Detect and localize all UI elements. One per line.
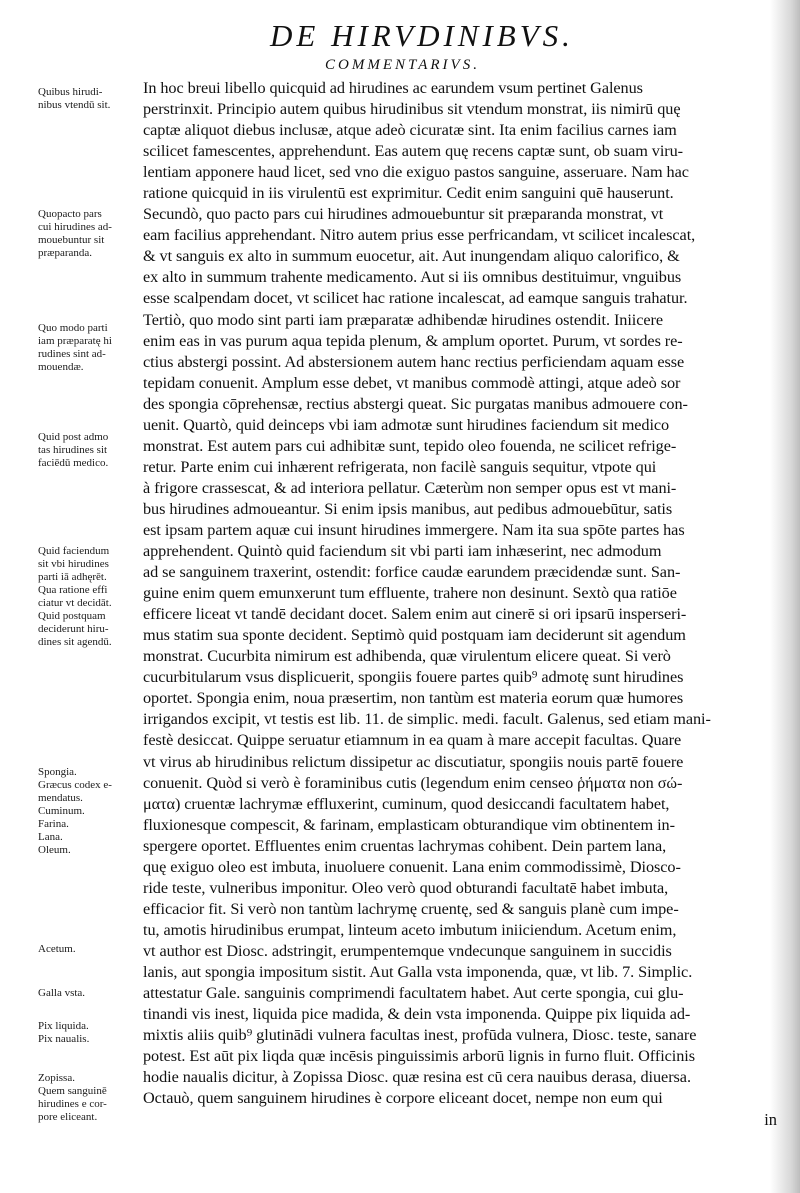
body-line: monstrat. Est autem pars cui adhibitæ sunt, tepido oleo fouenda, ne scilicet refrige- <box>143 436 677 455</box>
body-line: lanis, aut spongia impositum sistit. Aut Galla vsta imponenda, quæ, vt lib. 7. Simplic. <box>143 962 693 981</box>
margin-note-line: parti iā adhęrēt. <box>38 571 107 583</box>
margin-note-line: dines sit agendū. <box>38 636 112 648</box>
body-line: vt virus ab hirudinibus relictum dissipetur ac discutiatur, spongiis nouis partē fouere <box>143 752 684 771</box>
section-heading: COMMENTARIVS. <box>325 57 480 73</box>
margin-note-line: Pix liquida. <box>38 1020 89 1032</box>
body-line: efficere liceat vt tandē decidant docet. Salem enim aut cinerē si ori ipsarū insperseri- <box>143 605 687 624</box>
body-line: ctius abstergi possint. Ad abstersionem autem hanc rectius perficiendam aquam esse <box>143 352 685 371</box>
body-line: hodie naualis dicitur, à Zopissa Diosc. quæ resina est cū cera nauibus derasa, diuersa. <box>143 1068 691 1087</box>
margin-note-line: præparanda. <box>38 247 93 259</box>
body-line: mixtis aliis quib⁹ glutinādi vulnera facultas inest, profūda vulnera, Diosc. teste, sanare <box>143 1026 697 1045</box>
body-line: à frigore crassescat, & ad interiora pellatur. Cæterùm non semper opus est vt mani- <box>143 478 677 497</box>
running-title: DE HIRVDINIBVS. <box>270 18 574 53</box>
margin-note-line: Quo modo parti <box>38 322 108 334</box>
margin-note-line: rudines sint ad- <box>38 348 106 360</box>
body-line: monstrat. Cucurbita nimirum est adhibenda, quæ virulentum elicere queat. Si verò <box>143 647 671 666</box>
margin-note-line: Quid faciendum <box>38 545 110 557</box>
body-line: retur. Parte enim cui inhærent refrigerata, non facilè sanguis sequitur, vtpote qui <box>143 457 657 476</box>
body-line: Secundò, quo pacto pars cui hirudines admouebuntur sit præparanda monstrat, vt <box>143 205 664 224</box>
margin-note-line: Quid postquam <box>38 610 106 622</box>
body-line: eam facilius apprehendant. Nitro autem prius esse perfricandam, vt scilicet incalescat, <box>143 226 696 245</box>
body-line: captæ aliquot diebus inclusæ, atque adeò cicuratæ sint. Ita enim facilius carnes iam <box>143 121 677 140</box>
body-line: ride teste, vulneribus imponitur. Oleo verò quod obturandi facultatē habet imbuta, <box>143 878 669 897</box>
body-line: guine enim quem emunxerunt tum effluente, trahere non desinunt. Sextò qua ratiōe <box>143 584 677 603</box>
body-line: & vt sanguis ex alto in summum euocetur, ait. Aut inungendam aliquo calorifico, & <box>143 247 680 266</box>
margin-note-line: nibus vtendū sit. <box>38 99 111 111</box>
margin-note-line: sit vbi hirudines <box>38 558 109 570</box>
margin-note-line: mendatus. <box>38 792 83 804</box>
body-line: cucurbitularum vsus displicuerit, spongiis fouere partes quib⁹ admotę sunt hirudines <box>143 668 684 687</box>
commentary-body <box>143 78 783 1130</box>
margin-note-line: Zopissa. <box>38 1072 75 1084</box>
margin-note-line: Quem sanguinē <box>38 1085 107 1097</box>
body-line: est ipsam partem aquæ cui insunt hirudines immergere. Nam ita sua spōte partes has <box>143 520 685 539</box>
body-line: ματα) cruentæ lachrymæ effluxerint, cuminum, quod desiccandi facultatem habet, <box>143 794 670 813</box>
margin-note-line: pore eliceant. <box>38 1111 98 1123</box>
margin-note <box>38 545 138 649</box>
body-line: fluxionesque compescit, & farinam, emplasticam obturandique vim obtinentem in- <box>143 815 675 834</box>
margin-note-line: Qua ratione effi <box>38 584 108 596</box>
margin-note-line: Acetum. <box>38 943 76 955</box>
margin-note-line: Lana. <box>38 831 63 843</box>
body-line: oportet. Spongia enim, noua præsertim, non tantùm est materia eorum quæ humores <box>143 689 684 708</box>
body-line: lentiam apponere haud licet, sed vno die exiguo pastos sanguine, asseruare. Nam hac <box>143 163 689 182</box>
catchword: in <box>764 1110 777 1130</box>
body-line: perstrinxit. Principio autem quibus hirudinibus sit vtendum monstrat, iis nimirū quę <box>143 100 681 119</box>
margin-note-line: Quibus hirudi- <box>38 86 103 98</box>
body-line: attestatur Gale. sanguinis comprimendi facultatem habet. Aut certe spongia, cui glu- <box>143 984 684 1003</box>
body-line: festè desiccat. Quippe seruatur etiamnum in ea quam à mare accepit facultas. Quare <box>143 731 682 750</box>
body-line: mus statim sua sponte decident. Septimò quid postquam iam deciderunt sit agendum <box>143 626 686 645</box>
body-line: spergere oportet. Effluentes enim cruentas lachrymas cohibent. Dein partem lana, <box>143 836 667 855</box>
body-line: ex alto in summum trahente medicamento. Aut si iis omnibus destituimur, vnguibus <box>143 268 682 287</box>
margin-note-line: Galla vsta. <box>38 987 86 999</box>
margin-note-line: Oleum. <box>38 844 71 856</box>
body-line: uenit. Quartò, quid deinceps vbi iam admotæ sunt hirudines faciendum sit medico <box>143 415 670 434</box>
body-line: In hoc breui libello quicquid ad hirudines ac earundem vsum pertinet Galenus <box>143 79 643 97</box>
body-line: enim eas in vas purum aqua tepida plenum, & amplum oportet. Purum, vt sordes re- <box>143 331 683 350</box>
margin-note <box>38 766 138 857</box>
margin-note-line: Pix naualis. <box>38 1033 90 1045</box>
body-line: tu, amotis hirudinibus erumpat, linteum aceto imbutum iniiciendum. Acetum enim, <box>143 920 677 939</box>
margin-note-line: iam præparatę hi <box>38 335 112 347</box>
margin-note-line: Farina. <box>38 818 69 830</box>
body-line: Octauò, quem sanguinem hirudines è corpore eliceant docet, nempe non eum qui <box>143 1089 663 1108</box>
margin-note <box>38 1020 138 1046</box>
body-line: bus hirudines admoueantur. Si enim ipsis manibus, aut pedibus admouebūtur, satis <box>143 499 673 518</box>
margin-note <box>38 322 138 374</box>
margin-note-line: mouendæ. <box>38 361 84 373</box>
body-line: vt author est Diosc. adstringit, erumpentemque vndecunque sanguinem in succidis <box>143 941 672 960</box>
margin-note-line: ciatur vt decidāt. <box>38 597 112 609</box>
body-line: irrigandos excipit, vt testis est lib. 11. de simplic. medi. facult. Galenus, sed etiam mani- <box>143 710 711 729</box>
body-line: des spongia cōprehensæ, rectius abstergi queat. Sic purgatas manibus admouere con- <box>143 394 688 413</box>
body-line: tinandi vis inest, liquida pice madida, & dein vsta imponenda. Quippe pix liquida ad- <box>143 1005 691 1024</box>
body-line: conuenit. Quòd si verò è foraminibus cutis (legendum enim censeo ῥήματα non σώ- <box>143 773 683 792</box>
margin-note-line: mouebuntur sit <box>38 234 105 246</box>
body-line: potest. Est aūt pix liqda quæ incēsis pinguissimis arborū lignis in furno fluit. Officinis <box>143 1047 696 1066</box>
margin-note <box>38 208 138 260</box>
margin-note <box>38 943 138 956</box>
margin-note-line: deciderunt hiru- <box>38 623 109 635</box>
margin-note-line: Quid post admo <box>38 431 109 443</box>
margin-note-line: Græcus codex e- <box>38 779 112 791</box>
margin-note-line: Cuminum. <box>38 805 85 817</box>
margin-note-line: hirudines e cor- <box>38 1098 107 1110</box>
body-line: ratione quicquid in iis virulentū est exprimitur. Cedit enim sanguini quē hauserunt. <box>143 184 674 203</box>
margin-note-line: Quopacto pars <box>38 208 102 220</box>
margin-notes <box>0 0 140 1193</box>
body-line: Tertiò, quo modo sint parti iam præparatæ adhibendæ hirudines ostendit. Iniicere <box>143 310 663 329</box>
body-line: tepidam conuenit. Amplum esse debet, vt manibus commodè attingi, atque adeò sor <box>143 373 681 392</box>
margin-note <box>38 431 138 470</box>
body-line: efficacior fit. Si verò non tantùm lachrymę cruentę, sed & sanguis planè cum impe- <box>143 899 679 918</box>
margin-note <box>38 987 138 1000</box>
margin-note-line: faciēdū medico. <box>38 457 109 469</box>
body-line: scilicet famescentes, apprehendunt. Eas autem quę recens captæ sunt, ob suam viru- <box>143 142 684 161</box>
body-line: esse scalpendam docet, vt scilicet hac ratione incalescat, ad eamque sanguis trahatur. <box>143 289 688 308</box>
margin-note <box>38 1072 138 1124</box>
body-line: quę exiguo oleo est imbuta, inuoluere conuenit. Lana enim commodissimè, Diosco- <box>143 857 681 876</box>
body-line: apprehendent. Quintò quid faciendum sit vbi parti iam inhæserint, nec admodum <box>143 542 662 561</box>
margin-note <box>38 86 138 112</box>
margin-note-line: cui hirudines ad- <box>38 221 112 233</box>
margin-note-line: Spongia. <box>38 766 77 778</box>
margin-note-line: tas hirudines sit <box>38 444 108 456</box>
body-line: ad se sanguinem traxerint, ostendit: forfice caudæ earundem præcidendæ sunt. San- <box>143 563 681 582</box>
